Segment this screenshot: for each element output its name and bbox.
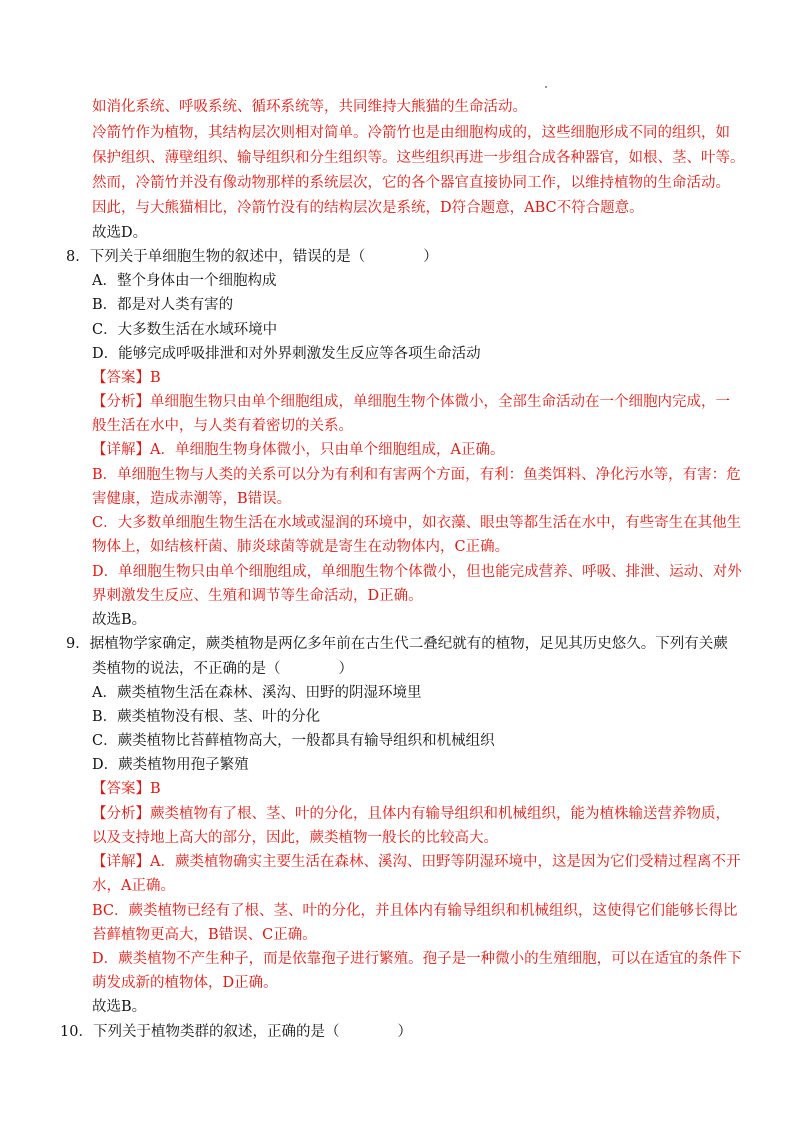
question-9-conclusion: 故选B。	[92, 999, 147, 1015]
question-8-option-d: D．能够完成呼吸排泄和对外界刺激发生反应等各项生命活动	[92, 346, 481, 362]
question-8-option-b: B．都是对人类有害的	[92, 297, 234, 313]
intro-line: 保护组织、薄壁组织、输导组织和分生组织等。这些组织再进一步组合成各种器官，如根、茎、叶等。	[92, 150, 745, 166]
question-8-analysis-line: 般生活在水中，与人类有着密切的关系。	[92, 418, 353, 434]
question-8-detail-line: 界刺激发生反应、生殖和调节等生命活动，D正确。	[92, 588, 423, 604]
question-9-option-b: B．蕨类植物没有根、茎、叶的分化	[92, 709, 321, 725]
question-9-stem-line: 类植物的说法，不正确的是（ ）	[92, 661, 353, 677]
question-9-answer: 【答案】B	[92, 781, 161, 797]
question-8-analysis-line: 【分析】单细胞生物只由单个细胞组成，单细胞生物个体微小，全部生命活动在一个细胞内完成，一	[92, 394, 730, 410]
question-8-option-c: C．大多数生活在水域环境中	[92, 322, 278, 338]
question-9-option-a: A．蕨类植物生活在森林、溪沟、田野的阴湿环境里	[92, 685, 422, 701]
question-8-option-a: A．整个身体由一个细胞构成	[92, 273, 277, 289]
question-8-detail-line: 害健康，造成赤潮等，B错误。	[92, 491, 292, 507]
question-8-stem: 8．下列关于单细胞生物的叙述中，错误的是（ ）	[66, 249, 438, 265]
question-9-detail-line: D．蕨类植物不产生种子，而是依靠孢子进行繁殖。孢子是一种微小的生殖细胞，可以在适宜的条件下	[92, 951, 742, 967]
question-8-detail-line: D．单细胞生物只由单个细胞组成，单细胞生物个体微小，但也能完成营养、呼吸、排泄、运动、对外	[92, 564, 742, 580]
question-10-stem: 10．下列关于植物类群的叙述，正确的是（ ）	[60, 1024, 412, 1040]
question-9-option-d: D．蕨类植物用孢子繁殖	[92, 757, 249, 773]
question-8-conclusion: 故选B。	[92, 612, 147, 628]
intro-conclusion: 故选D。	[92, 225, 148, 241]
intro-line: 如消化系统、呼吸系统、循环系统等，共同维持大熊猫的生命活动。	[92, 99, 527, 115]
intro-line: 因此，与大熊猫相比，冷箭竹没有的结构层次是系统，D符合题意，ABC不符合题意。	[92, 200, 644, 216]
question-8-detail-line: B．单细胞生物与人类的关系可以分为有利和有害两个方面，有利：鱼类饵料、净化污水等，有害：危	[92, 467, 741, 483]
question-9-detail-line: 水，A正确。	[92, 878, 175, 894]
question-9-detail-line: 萌发成新的植物体，D正确。	[92, 975, 278, 991]
question-9-stem-line: 9．据植物学家确定，蕨类植物是两亿多年前在古生代二叠纪就有的植物，足见其历史悠久。下列有关蕨	[66, 636, 728, 652]
question-9-detail-line: 【详解】A．蕨类植物确实主要生活在森林、溪沟、田野等阴湿环境中，这是因为它们受精过程离不开	[92, 854, 741, 870]
question-9-option-c: C．蕨类植物比苔藓植物高大，一般都具有输导组织和机械组织	[92, 733, 495, 749]
scan-dot	[545, 86, 547, 88]
intro-line: 然而，冷箭竹并没有像动物那样的系统层次，它的各个器官直接协同工作，以维持植物的生命活动。	[92, 175, 730, 191]
question-8-detail-line: 物体上，如结核杆菌、肺炎球菌等就是寄生在动物体内，C正确。	[92, 539, 510, 555]
question-9-analysis-line: 【分析】蕨类植物有了根、茎、叶的分化，且体内有输导组织和机械组织，能为植株输送营养物质，	[92, 806, 730, 822]
question-9-analysis-line: 以及支持地上高大的部分，因此，蕨类植物一般长的比较高大。	[92, 830, 498, 846]
question-8-detail-line: C．大多数单细胞生物生活在水域或湿润的环境中，如衣藻、眼虫等都生活在水中，有些寄生在其他生	[92, 515, 742, 531]
intro-line: 冷箭竹作为植物，其结构层次则相对简单。冷箭竹也是由细胞构成的，这些细胞形成不同的组织，如	[92, 125, 730, 141]
question-8-answer: 【答案】B	[92, 370, 161, 386]
question-9-detail-line: 苔藓植物更高大，B错误、C正确。	[92, 927, 317, 943]
question-8-detail-line: 【详解】A．单细胞生物身体微小，只由单个细胞组成，A正确。	[92, 442, 505, 458]
question-9-detail-line: BC．蕨类植物已经有了根、茎、叶的分化，并且体内有输导组织和机械组织，这使得它们能够长得比	[92, 903, 738, 919]
